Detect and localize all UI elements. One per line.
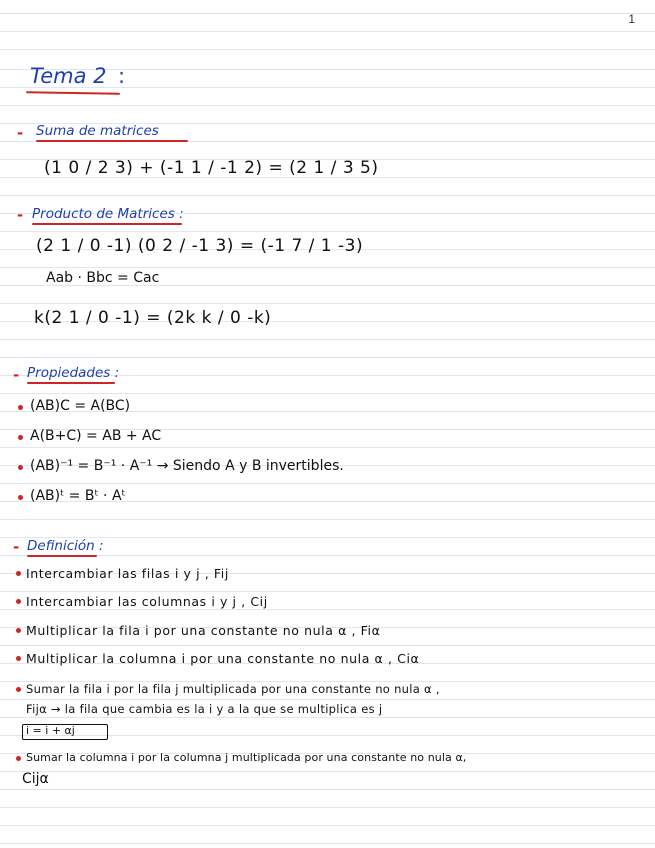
section-dash: - — [13, 538, 20, 556]
propiedad-item: (AB)⁻¹ = B⁻¹ · A⁻¹ → Siendo A y B invertibles. — [30, 458, 344, 474]
producto-expression: (2 1 / 0 -1) (0 2 / -1 3) = (-1 7 / 1 -3) — [36, 236, 364, 256]
heading-underline — [27, 382, 115, 384]
definicion-item: Sumar la fila i por la fila j multiplicada por una constante no nula α , — [26, 682, 440, 696]
heading-underline — [32, 223, 182, 225]
bullet — [16, 687, 21, 692]
bullet — [18, 465, 23, 470]
definicion-item: Multiplicar la fila i por una constante no nula α , Fiα — [26, 623, 381, 638]
section-heading-producto: Producto de Matrices : — [32, 206, 184, 222]
section-dash: - — [13, 366, 20, 384]
bullet — [16, 599, 21, 604]
producto-dimension-rule: Aab · Bbc = Cac — [46, 270, 160, 286]
bullet — [16, 571, 21, 576]
formula-box — [22, 724, 108, 740]
propiedad-item: (AB)C = A(BC) — [30, 398, 131, 414]
producto-scalar: k(2 1 / 0 -1) = (2k k / 0 -k) — [34, 308, 272, 328]
bullet — [16, 628, 21, 633]
bullet — [18, 405, 23, 410]
section-heading-propiedades: Propiedades : — [27, 365, 120, 381]
page-title: Tema 2 — [30, 64, 107, 88]
bullet — [16, 656, 21, 661]
definicion-item: Intercambiar las columnas i y j , Cij — [26, 594, 268, 609]
page-title-colon: : — [118, 64, 126, 88]
suma-expression: (1 0 / 2 3) + (-1 1 / -1 2) = (2 1 / 3 5) — [44, 158, 379, 178]
definicion-item: Cijα — [22, 771, 49, 787]
propiedad-item: (AB)ᵗ = Bᵗ · Aᵗ — [30, 488, 126, 504]
section-heading-suma: Suma de matrices — [36, 123, 159, 139]
bullet — [18, 435, 23, 440]
bullet — [16, 756, 21, 761]
definicion-item: Multiplicar la columna i por una constante no nula α , Ciα — [26, 651, 420, 666]
page-number: 1 — [628, 12, 635, 26]
propiedad-item: A(B+C) = AB + AC — [30, 428, 162, 444]
heading-underline — [36, 140, 188, 142]
definicion-item: Sumar la columna i por la columna j multiplicada por una constante no nula α, — [26, 751, 467, 764]
section-dash: - — [17, 124, 24, 142]
section-dash: - — [17, 206, 24, 224]
title-underline — [26, 91, 120, 95]
bullet — [18, 495, 23, 500]
heading-underline — [27, 555, 97, 557]
definicion-item: Fijα → la fila que cambia es la i y a la que se multiplica es j — [26, 702, 383, 716]
section-heading-definicion: Definición : — [27, 538, 104, 554]
definicion-item: Intercambiar las filas i y j , Fij — [26, 566, 229, 581]
boxed-formula: i = i + αj — [26, 724, 75, 737]
